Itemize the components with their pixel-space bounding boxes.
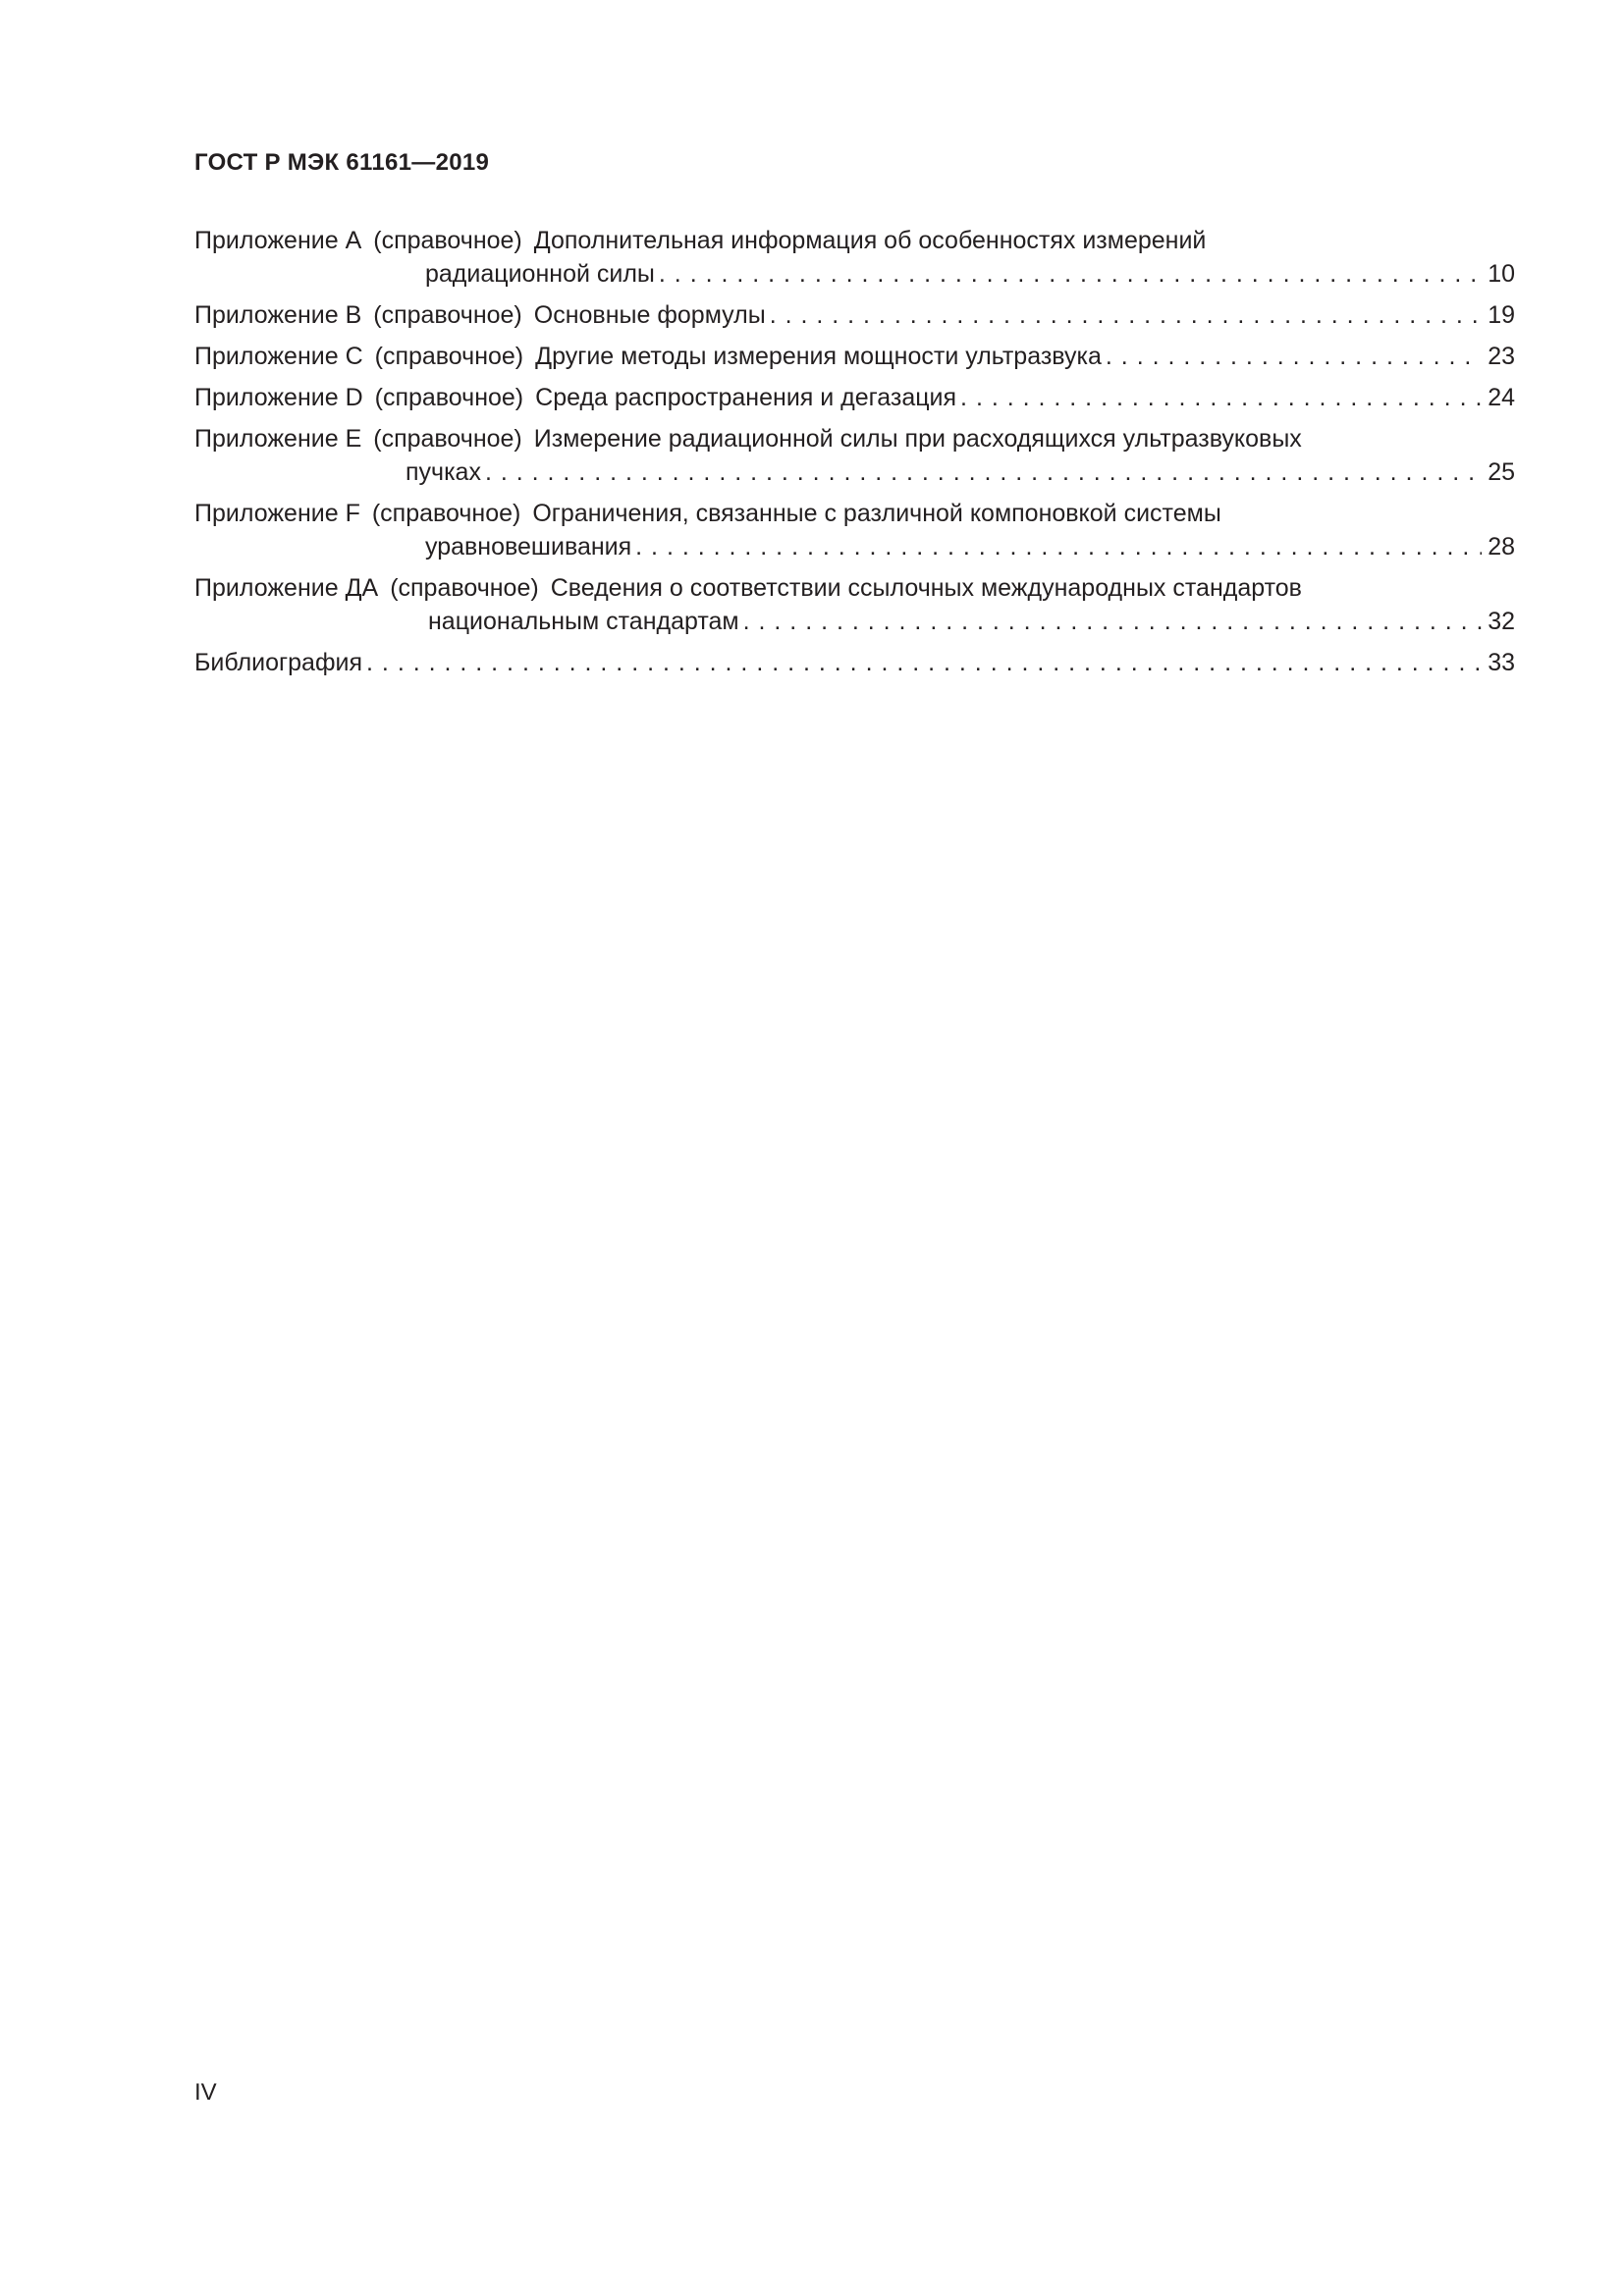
toc-entry-title: Ограничения, связанные с различной компоновкой системы xyxy=(532,500,1221,527)
toc-entry-title: Другие методы измерения мощности ультразвука xyxy=(535,343,1102,370)
toc-entry-type: (справочное) xyxy=(374,343,524,370)
toc-entry-annex-b[interactable] xyxy=(194,298,1515,332)
toc-entry-label: Приложение В xyxy=(194,301,362,329)
toc-entry-annex-f[interactable] xyxy=(194,497,1515,563)
toc-entry-label: Приложение D xyxy=(194,384,363,411)
dot-leader xyxy=(1106,340,1482,373)
toc-entry-type: (справочное) xyxy=(371,500,521,527)
toc-entry-title: Среда распространения и дегазация xyxy=(535,384,957,411)
toc-entry-title-continued: национальным стандартам xyxy=(428,608,739,635)
dot-leader xyxy=(366,646,1482,679)
dot-leader xyxy=(659,257,1482,291)
toc-entry-page: 33 xyxy=(1488,649,1515,676)
toc-entry-title-continued: радиационной силы xyxy=(425,260,655,288)
toc-entry-title: Дополнительная информация об особенностях измерений xyxy=(533,227,1207,254)
toc-entry-title-continued: уравновешивания xyxy=(425,533,632,561)
toc-entry-page: 19 xyxy=(1488,301,1515,329)
toc-entry-label: Библиография xyxy=(194,649,363,676)
toc-entry-title-continued: пучках xyxy=(406,458,481,486)
toc-entry-page: 24 xyxy=(1488,384,1515,411)
document-header: ГОСТ Р МЭК 61161—2019 xyxy=(194,149,490,176)
toc-entry-type: (справочное) xyxy=(373,227,522,254)
toc-entry-label: Приложение ДА xyxy=(194,574,379,602)
dot-leader xyxy=(485,455,1482,489)
dot-leader xyxy=(635,530,1482,563)
toc-entry-label: Приложение А xyxy=(194,227,362,254)
toc-entry-label: Приложение F xyxy=(194,500,360,527)
toc-entry-type: (справочное) xyxy=(373,301,522,329)
toc-entry-title: Основные формулы xyxy=(533,301,766,329)
toc-entry-title: Измерение радиационной силы при расходящихся ультразвуковых xyxy=(533,425,1302,453)
toc-entry-annex-a[interactable] xyxy=(194,224,1515,291)
toc-entry-bibliography[interactable] xyxy=(194,646,1515,679)
toc-entry-type: (справочное) xyxy=(374,384,524,411)
table-of-contents xyxy=(194,224,1515,687)
page-number: IV xyxy=(194,2079,217,2106)
toc-entry-label: Приложение Е xyxy=(194,425,362,453)
dot-leader xyxy=(743,605,1483,638)
toc-entry-annex-e[interactable] xyxy=(194,422,1515,489)
toc-entry-page: 10 xyxy=(1488,260,1515,288)
toc-entry-page: 32 xyxy=(1488,608,1515,635)
toc-entry-annex-da[interactable] xyxy=(194,571,1515,638)
dot-leader xyxy=(960,381,1482,414)
toc-entry-annex-d[interactable] xyxy=(194,381,1515,414)
toc-entry-title: Сведения о соответствии ссылочных международных стандартов xyxy=(550,574,1302,602)
dot-leader xyxy=(770,298,1483,332)
toc-entry-page: 23 xyxy=(1488,343,1515,370)
toc-entry-type: (справочное) xyxy=(390,574,539,602)
toc-entry-page: 25 xyxy=(1488,458,1515,486)
toc-entry-annex-c[interactable] xyxy=(194,340,1515,373)
toc-entry-page: 28 xyxy=(1488,533,1515,561)
toc-entry-label: Приложение С xyxy=(194,343,363,370)
toc-entry-type: (справочное) xyxy=(373,425,522,453)
